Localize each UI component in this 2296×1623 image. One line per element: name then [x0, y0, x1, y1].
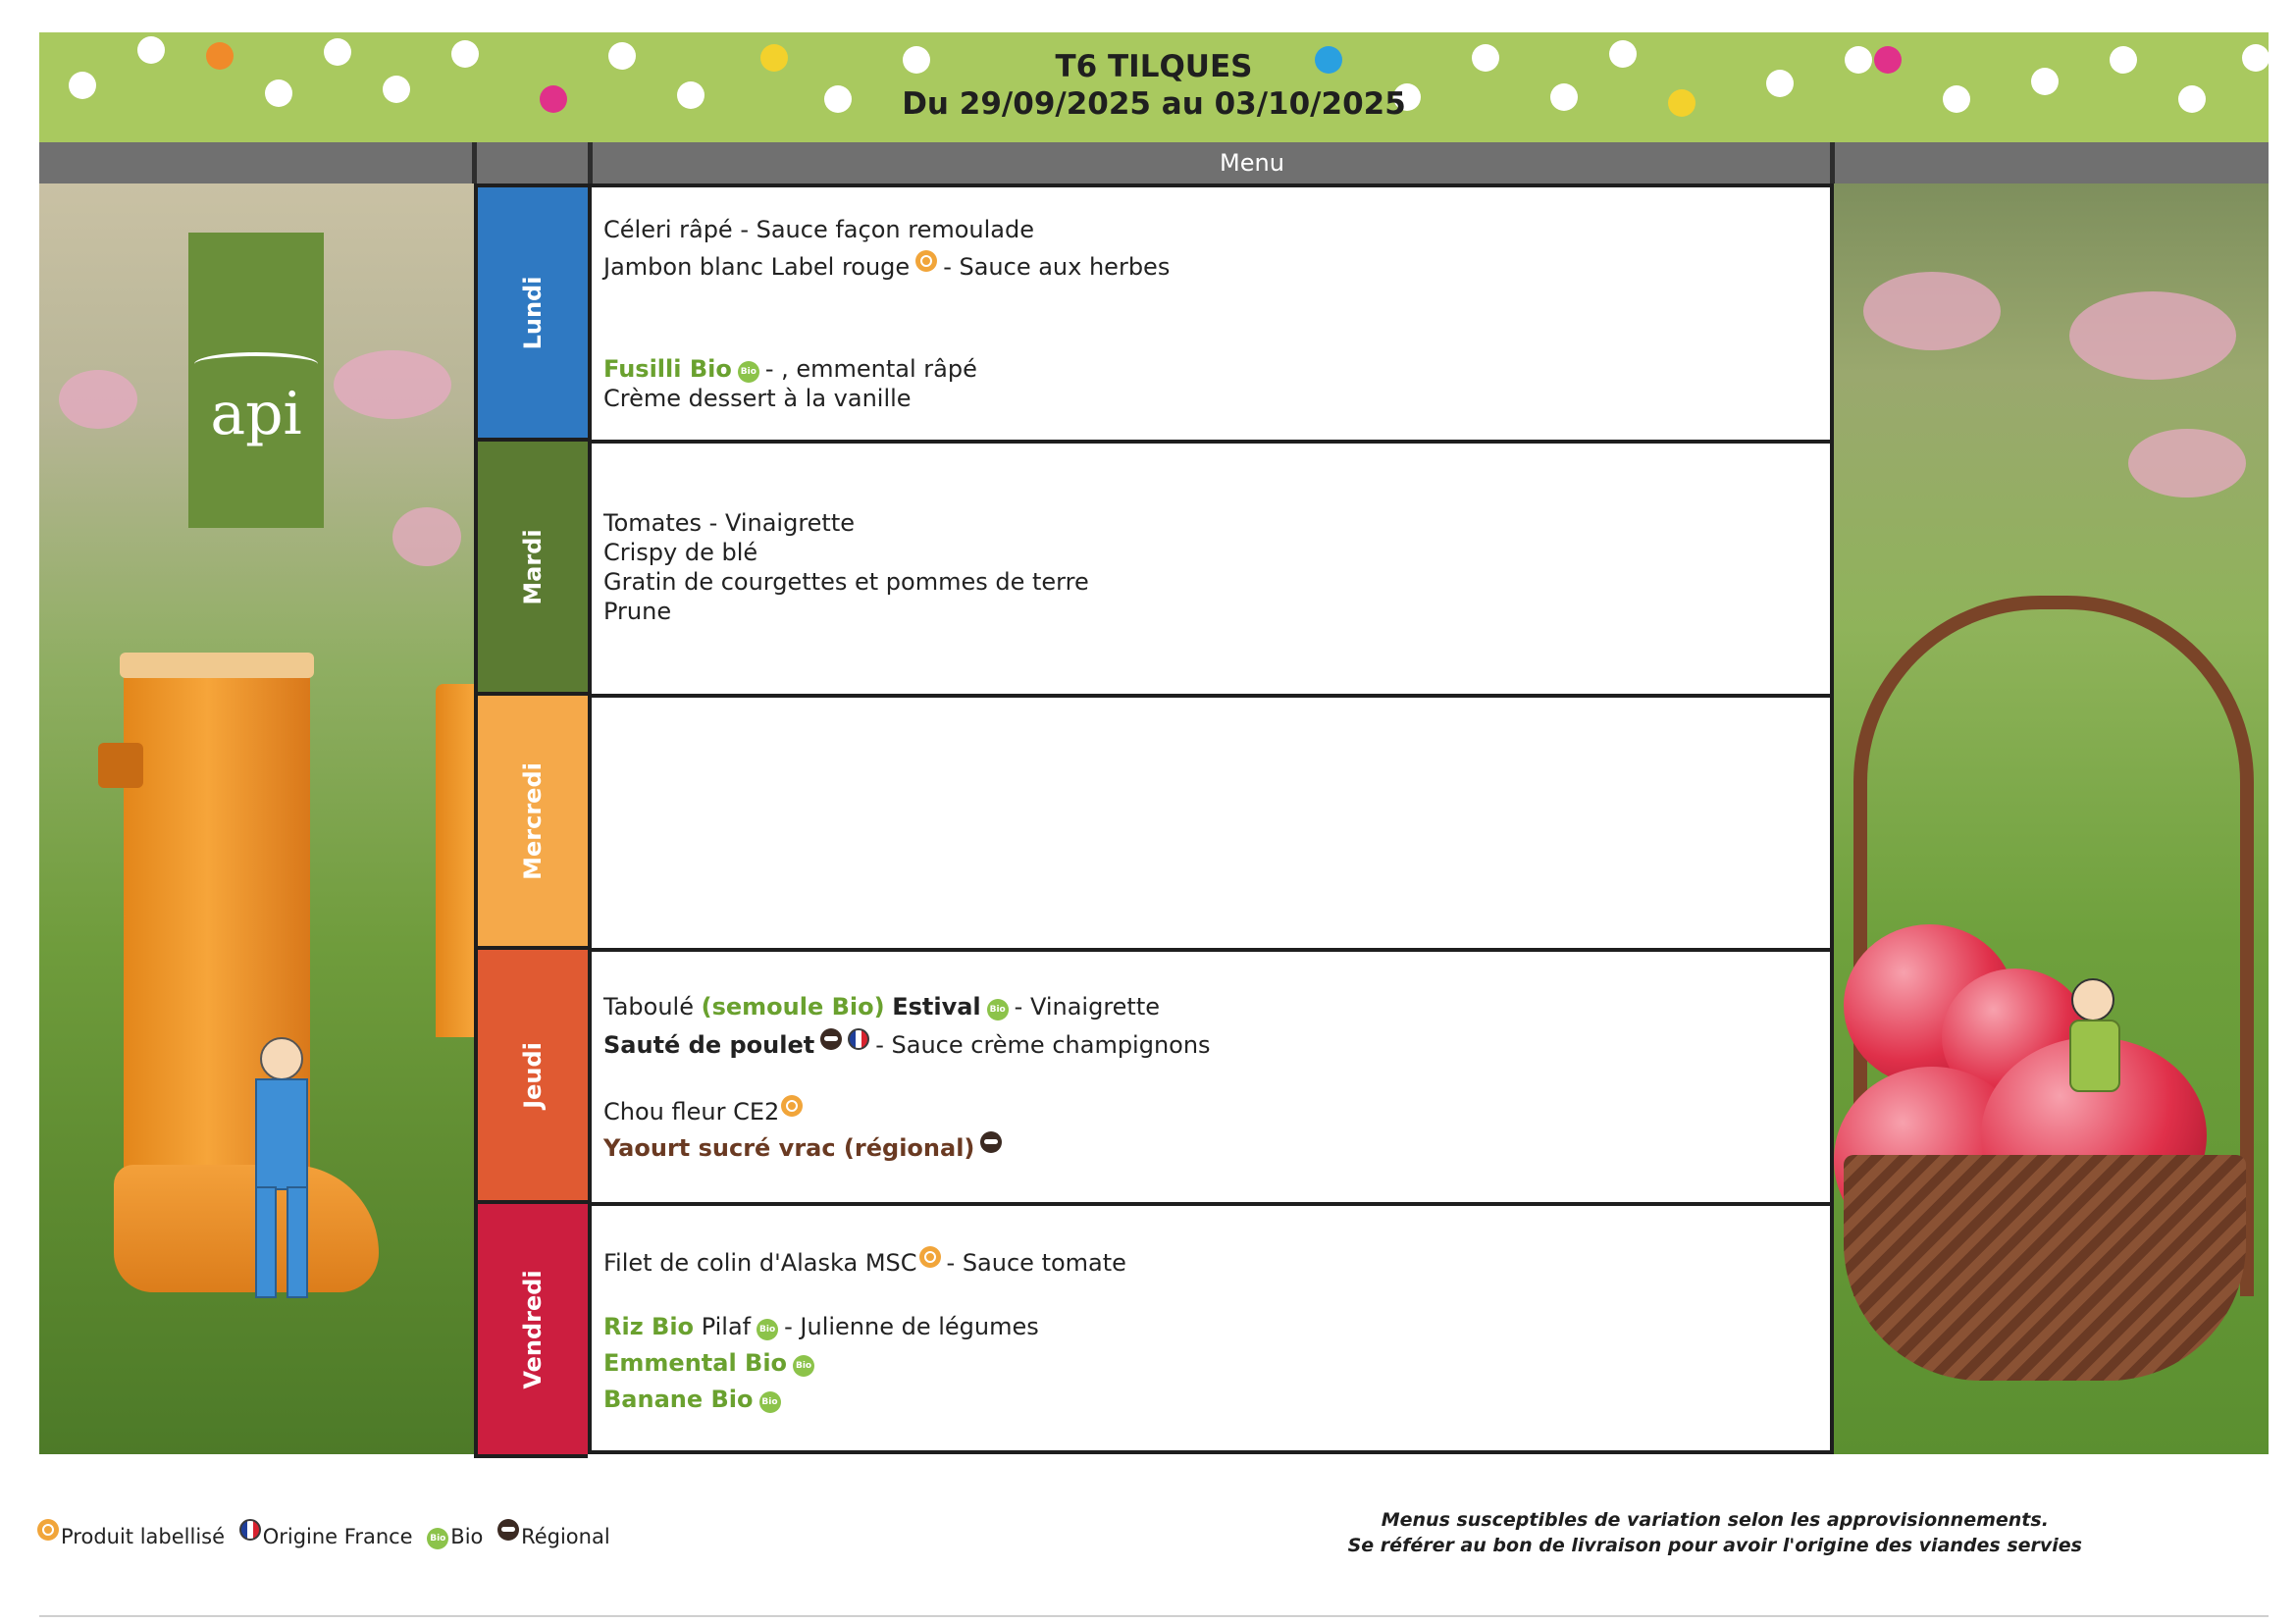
apple-basket	[1844, 1155, 2246, 1381]
label-icon	[915, 250, 937, 272]
menu-grid	[588, 183, 1834, 1454]
regional-icon	[497, 1519, 519, 1541]
menu-cell-vendredi	[592, 1202, 1830, 1454]
child-illustration	[2061, 978, 2120, 1106]
menu-item: Emmental Bio Bio	[603, 1348, 820, 1378]
legend-france: Origine France	[262, 1525, 413, 1548]
bio-icon: Bio	[793, 1355, 814, 1377]
menu-item: Filet de colin d'Alaska MSC - Sauce tomate	[603, 1246, 1126, 1278]
page-title: T6 TILQUES	[1055, 49, 1253, 84]
bottom-divider	[39, 1615, 2269, 1617]
menu-item: Crispy de blé	[603, 539, 758, 566]
left-decorative-image	[39, 183, 474, 1454]
menu-item: Prune	[603, 598, 672, 625]
menu-item: Fusilli Bio Bio - , emmental râpé	[603, 355, 977, 383]
header-banner	[39, 32, 2269, 142]
menu-item: Banane Bio Bio	[603, 1385, 787, 1414]
note-line-1: Menus susceptibles de variation selon les approvisionnements.	[1381, 1509, 2049, 1531]
legend	[37, 1519, 618, 1549]
menu-item: Taboulé (semoule Bio) Estival Bio - Vinaigrette	[603, 993, 1161, 1021]
menu-item: Riz Bio Pilaf Bio - Julienne de légumes	[603, 1313, 1039, 1340]
france-flag-icon	[848, 1028, 869, 1050]
menu-item: Tomates - Vinaigrette	[603, 509, 856, 537]
menu-item: Chou fleur CE2	[603, 1095, 809, 1126]
menu-cell-mardi	[592, 440, 1830, 694]
day-label-lundi: Lundi	[474, 183, 588, 442]
menu-item: Crème dessert à la vanille	[603, 385, 912, 412]
legend-regional: Régional	[521, 1525, 610, 1548]
regional-icon	[820, 1028, 842, 1050]
menu-item: Gratin de courgettes et pommes de terre	[603, 568, 1089, 596]
bio-icon: Bio	[759, 1391, 781, 1413]
bio-icon: Bio	[738, 361, 759, 383]
bio-icon: Bio	[427, 1528, 448, 1549]
bio-icon: Bio	[987, 999, 1009, 1021]
bio-icon: Bio	[757, 1319, 778, 1340]
label-icon	[37, 1519, 59, 1541]
menu-column-header: Menu	[1220, 149, 1284, 177]
right-decorative-image	[1834, 183, 2269, 1454]
regional-icon	[980, 1131, 1002, 1153]
menu-cell-jeudi	[592, 948, 1830, 1202]
menu-item: Céleri râpé - Sauce façon remoulade	[603, 216, 1034, 243]
legend-bio: Bio	[450, 1525, 484, 1548]
footer-notes	[1348, 1507, 2082, 1558]
day-label-mardi: Mardi	[474, 438, 588, 696]
day-label-mercredi: Mercredi	[474, 692, 588, 950]
menu-item: Yaourt sucré vrac (régional)	[603, 1131, 1008, 1163]
column-header-strip	[39, 142, 2269, 183]
menu-cell-lundi	[592, 187, 1830, 442]
api-logo: api	[188, 233, 324, 528]
menu-item: Jambon blanc Label rouge - Sauce aux herbes	[603, 250, 1170, 282]
legend-label: Produit labellisé	[61, 1525, 226, 1548]
note-line-2: Se référer au bon de livraison pour avoir l'origine des viandes servies	[1347, 1535, 2082, 1556]
farmer-illustration	[226, 1037, 334, 1312]
menu-cell-mercredi	[592, 694, 1830, 948]
france-flag-icon	[239, 1519, 261, 1541]
day-label-jeudi: Jeudi	[474, 946, 588, 1204]
day-label-vendredi: Vendredi	[474, 1200, 588, 1458]
date-range: Du 29/09/2025 au 03/10/2025	[902, 86, 1406, 122]
menu-item: Sauté de poulet - Sauce crème champignons	[603, 1028, 1211, 1060]
label-icon	[919, 1246, 941, 1268]
label-icon	[781, 1095, 803, 1117]
day-labels	[474, 183, 592, 1454]
